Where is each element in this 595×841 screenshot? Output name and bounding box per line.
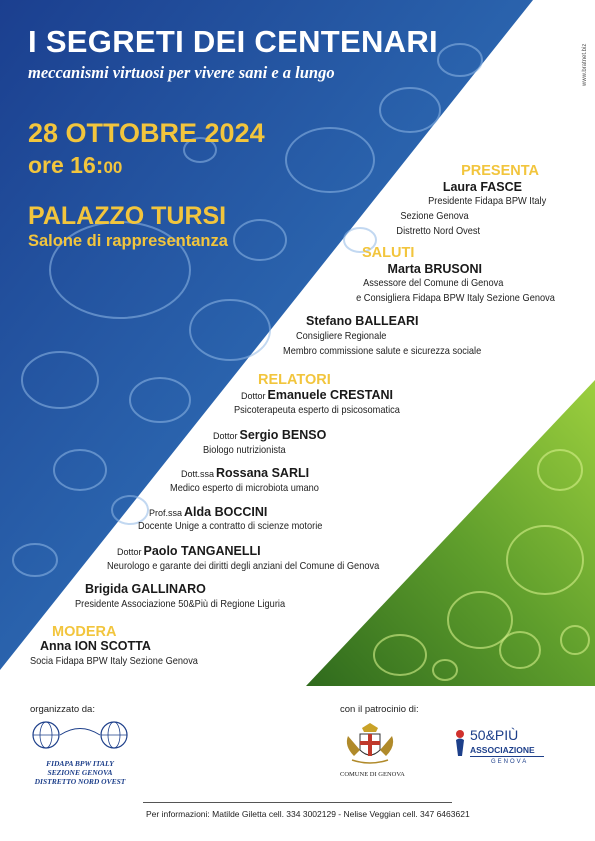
- speaker-fullname: Rossana SARLI: [216, 466, 310, 480]
- section-modera: MODERA: [52, 624, 117, 640]
- speaker-fullname: Emanuele CRESTANI: [267, 388, 394, 402]
- assoc-sub: ASSOCIAZIONE: [470, 745, 535, 755]
- section-presenta: PRESENTA: [461, 163, 539, 179]
- assoc-50-piu-logo: [453, 727, 553, 773]
- green-triangle: [306, 380, 595, 686]
- page-title: I SEGRETI DEI CENTENARI: [28, 24, 438, 59]
- footer-divider: [143, 802, 452, 803]
- comune-label: COMUNE DI GENOVA: [340, 771, 405, 778]
- speaker-fullname: Alda BOCCINI: [184, 505, 268, 519]
- speaker-role: Presidente Associazione 50&Più di Regione Liguria: [75, 598, 286, 610]
- moderator-name: Anna ION SCOTTA: [40, 639, 151, 653]
- speaker-role: Psicoterapeuta esperto di psicosomatica: [234, 404, 400, 416]
- speaker-title: Dottor: [117, 547, 142, 557]
- speaker-title: Prof.ssa: [149, 508, 183, 518]
- organized-by-label: organizzato da:: [30, 704, 95, 715]
- speaker-role: Assessore del Comune di Genova: [362, 277, 503, 289]
- speaker-name: [181, 466, 309, 480]
- speaker-name: Marta BRUSONI: [387, 262, 482, 276]
- globe-icon: [30, 720, 130, 754]
- section-saluti: SALUTI: [362, 245, 415, 261]
- assoc-divider: [470, 756, 544, 757]
- speaker-role: Medico esperto di microbiota umano: [170, 482, 319, 494]
- comune-genova-logo: [340, 722, 405, 778]
- speaker-title: Dottor: [241, 391, 266, 401]
- fidapa-line: SEZIONE GENOVA: [47, 768, 113, 777]
- presenter-role: Sezione Genova: [400, 210, 469, 222]
- speaker-name: [117, 544, 261, 558]
- speaker-role: Neurologo e garante dei diritti degli anziani del Comune di Genova: [107, 560, 380, 572]
- presenter-role: Presidente Fidapa BPW Italy: [427, 195, 546, 207]
- coat-of-arms-icon: [340, 722, 400, 766]
- website-credit: www.bratnet.biz: [582, 43, 588, 86]
- moderator-role: Socia Fidapa BPW Italy Sezione Genova: [30, 655, 198, 667]
- event-time-hour: ore 16:: [28, 152, 104, 178]
- speaker-role: Membro commissione salute e sicurezza sociale: [283, 345, 482, 357]
- event-venue: PALAZZO TURSI: [28, 202, 227, 230]
- speaker-role: Biologo nutrizionista: [203, 444, 286, 456]
- fidapa-line: FIDAPA BPW ITALY: [46, 759, 114, 768]
- section-relatori: RELATORI: [258, 372, 331, 388]
- assoc-name: 50&PIÙ: [470, 727, 519, 743]
- speaker-name: [213, 428, 326, 442]
- speaker-fullname: Paolo TANGANELLI: [143, 544, 261, 558]
- event-date: 28 OTTOBRE 2024: [28, 118, 265, 148]
- speaker-name: [241, 388, 393, 402]
- fidapa-line: DISTRETTO NORD OVEST: [34, 777, 126, 786]
- footer-info: Per informazioni: Matilde Giletta cell. 334 3002129 - Nelise Veggian cell. 347 6463621: [146, 809, 470, 819]
- event-time-minutes: 00: [103, 158, 123, 177]
- speaker-title: Dottor: [213, 431, 238, 441]
- event-venue-room: Salone di rappresentanza: [28, 232, 228, 250]
- patronage-label: con il patrocinio di:: [340, 704, 419, 715]
- speaker-role: Docente Unige a contratto di scienze motorie: [138, 520, 323, 532]
- person-icon: [453, 729, 467, 757]
- presenter-name: Laura FASCE: [442, 180, 522, 194]
- speaker-role: Consigliere Regionale: [296, 330, 387, 342]
- assoc-city: GENOVA: [491, 759, 529, 765]
- fidapa-logo: [30, 720, 130, 786]
- speaker-name: Stefano BALLEARI: [306, 314, 419, 328]
- presenter-role: Distretto Nord Ovest: [396, 225, 480, 237]
- event-time: [28, 152, 122, 179]
- page-subtitle: meccanismi virtuosi per vivere sani e a lungo: [28, 63, 335, 82]
- speaker-role: e Consigliera Fidapa BPW Italy Sezione Genova: [356, 292, 555, 304]
- speaker-name: Brigida GALLINARO: [85, 582, 206, 596]
- speaker-name: [149, 505, 267, 519]
- speaker-title: Dott.ssa: [181, 469, 215, 479]
- speaker-fullname: Sergio BENSO: [239, 428, 327, 442]
